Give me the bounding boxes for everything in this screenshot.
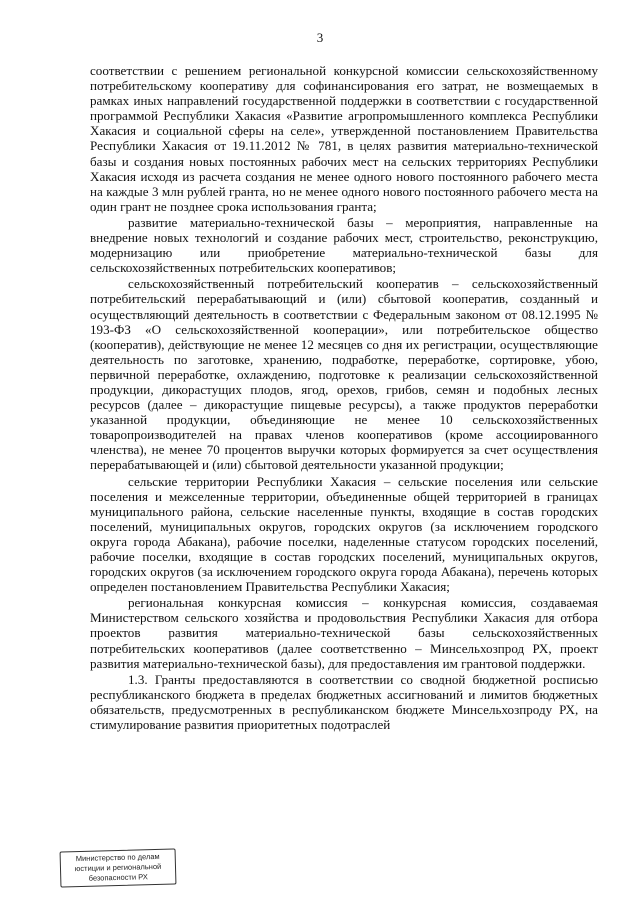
paragraph-commission-definition: региональная конкурсная комиссия – конкурсная комиссия, создаваемая Министерством сельского хозяйства и продовольствия Республики Хакасия для отбора проектов развития материально-технической базы сельскохозяйственных потребительских кооперативов (далее соответственно – Минсельхозпрод РХ, проект развития материально-технической базы), для предоставления им грантовой поддержки. xyxy=(90,595,598,671)
document-body xyxy=(90,63,598,732)
paragraph-cooperative-definition: сельскохозяйственный потребительский кооператив – сельскохозяйственный потребительский перерабатывающий и (или) сбытовой кооператив, созданный и осуществляющий деятельность в соответствии с Федеральным законом от 08.12.1995 № 193-ФЗ «О сельскохозяйственной кооперации», или потребительское общество (кооператив), действующие не менее 12 месяцев со дня их регистрации, осуществляющие деятельность по заготовке, хранению, подработке, переработке, сортировке, убою, первичной переработке, охлаждению, подготовке к реализации сельскохозяйственной продукции, дикорастущих плодов, ягод, орехов, грибов, семян и подобных лесных ресурсов (далее – дикорастущие пищевые ресурсы), а также продуктов переработки указанной продукции, объединяющие не менее 10 сельскохозяйственных товаропроизводителей на правах членов кооперативов (кроме ассоциированного членства), не менее 70 процентов выручки которых формируется за счет осуществления перерабатывающей и (или) сбытовой деятельности указанной продукции; xyxy=(90,276,598,473)
paragraph-rural-territories-definition: сельские территории Республики Хакасия – сельские поселения или сельские поселения и межселенные территории, объединенные общей территорией в границах муниципального района, сельские населенные пункты, входящие в состав городских поселений, муниципальных округов, городских округов (за исключением городского округа города Абакана), рабочие поселки, наделенные статусом городских поселений, рабочие поселки, входящие в состав городских поселений, муниципальных округов, городских округов (за исключением городского округа города Абакана), перечень которых определен постановлением Правительства Республики Хакасия; xyxy=(90,473,598,595)
stamp-line: безопасности РХ xyxy=(88,872,148,883)
paragraph-section-1-3: 1.3. Гранты предоставляются в соответствии со сводной бюджетной росписью республиканского бюджета в пределах бюджетных ассигнований и лимитов бюджетных обязательств, предусмотренных в республиканском бюджете Минсельхозпроду РХ, на стимулирование развития приоритетных подотраслей xyxy=(90,671,598,733)
stamp-line: Министерство по делам xyxy=(75,851,160,864)
registration-stamp xyxy=(60,848,177,887)
stamp-line: юстиции и региональной xyxy=(74,861,162,874)
paragraph-grant-definition-continued: соответствии с решением региональной конкурсной комиссии сельскохозяйственному потребительскому кооперативу для софинансирования его затрат, не возмещаемых в рамках иных направлений государственной поддержки в соответствии с государственной программой Республики Хакасия «Развитие агропромышленного комплекса Республики Хакасия и социальной сферы на селе», утвержденной постановлением Правительства Республики Хакасия от 19.11.2012 № 781, в целях развития материально-технической базы и создания новых постоянных рабочих мест на сельских территориях Республики Хакасия исходя из расчета создания не менее одного нового постоянного рабочего места на каждые 3 млн рублей гранта, но не менее одного нового постоянного рабочего места на один грант не позднее срока использования гранта; xyxy=(90,63,598,214)
page-number: 3 xyxy=(316,30,324,45)
paragraph-material-base-definition: развитие материально-технической базы – мероприятия, направленные на внедрение новых технологий и создание рабочих мест, строительство, реконструкцию, модернизацию или приобретение материально-технической базы для сельскохозяйственных потребительских кооперативов; xyxy=(90,214,598,276)
